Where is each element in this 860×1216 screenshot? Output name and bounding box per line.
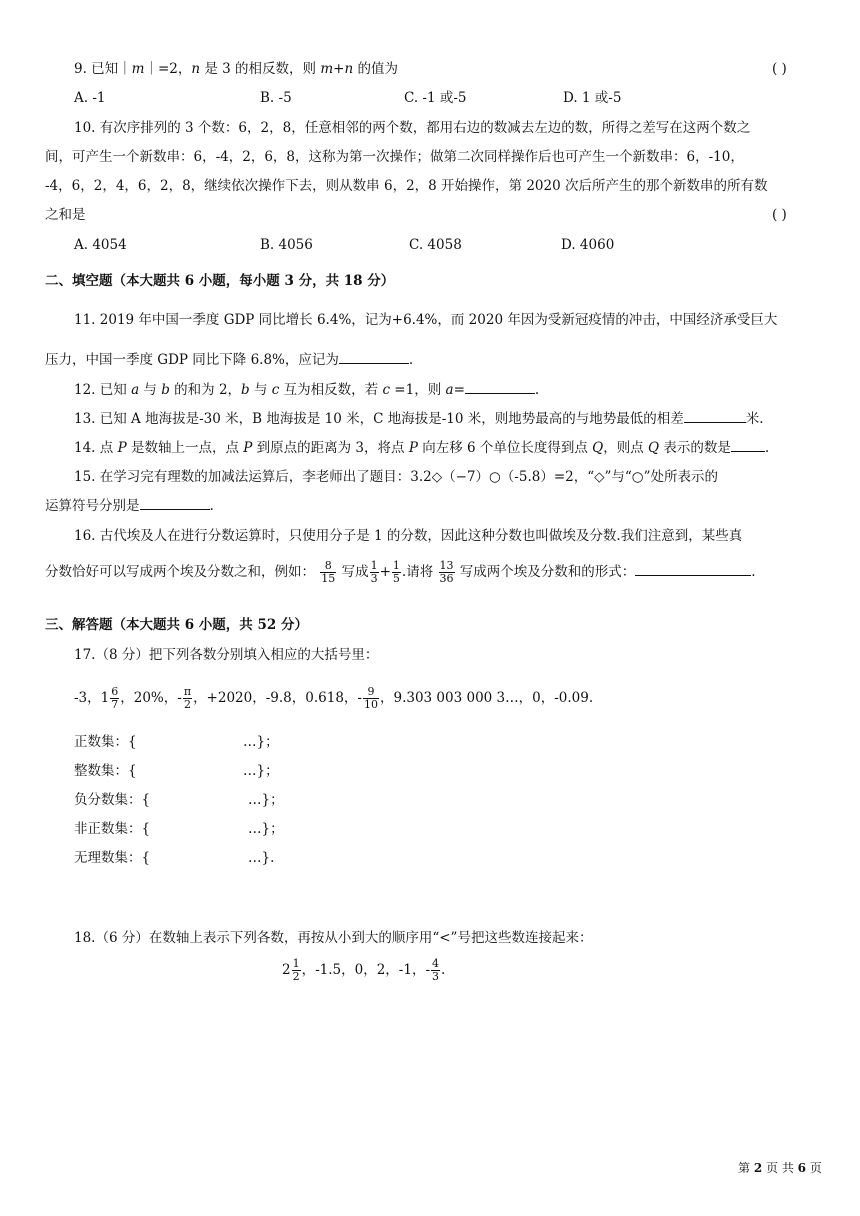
q10-option-d: D. 4060 [561, 237, 615, 253]
q17-set-nonpos-end: …}； [248, 821, 284, 837]
q14-var-p2: P [243, 440, 253, 456]
q16-text-2: 写成 [341, 564, 369, 580]
q12-var-a2: a [445, 382, 454, 398]
q15-answer-blank[interactable] [140, 497, 210, 510]
q10-line-4: 之和是 [45, 207, 86, 223]
page-footer: 第 2 页 共 6 页 [738, 1161, 822, 1175]
q17-set-positive-label: 正数集：{ [74, 734, 137, 750]
q12-var-c: c [271, 382, 280, 398]
q10-option-c: C. 4058 [409, 237, 462, 253]
q17-title: 17.（8 分）把下列各数分别填入相应的大括号里： [74, 647, 379, 663]
q12-text-7: = [453, 382, 465, 398]
q18-end: . [441, 962, 446, 978]
q12-text-5: 互为相反数，若 [279, 382, 383, 398]
q16-text-3: .请将 [401, 564, 434, 580]
q17-set-irrational-end: …}. [248, 850, 275, 866]
q10-line-1: 10. 有次序排列的 3 个数：6，2，8，任意相邻的两个数，都用右边的数减去左边的数，所得之差写在这两个数之 [74, 120, 751, 136]
q17-set-nonpos-label: 非正数集：{ [74, 821, 151, 837]
q9-text-4: 的值为 [353, 61, 398, 77]
q10-line-3: -4，6，2，4，6，2，8，继续依次操作下去，则从数串 6，2，8 开始操作，第 2020 次后所产生的那个新数串的所有数 [45, 178, 768, 194]
q18-fraction-1-2: $\frac{1}{2}$ [292, 957, 300, 983]
q18-title: 18.（6 分）在数轴上表示下列各数，再按从小到大的顺序用“<”号把这些数连接起来： [74, 930, 593, 946]
q9-option-b: B. -5 [260, 90, 292, 106]
q16-fraction-1-5: $\frac{1}{5}$ [392, 559, 400, 585]
q9-option-a: A. -1 [74, 90, 106, 106]
q9-var-n: n [191, 61, 201, 77]
q16-fraction-1-3: $\frac{1}{3}$ [370, 559, 378, 585]
q17-numbers-4: ，9.303 003 000 3…，0，-0.09. [379, 690, 594, 706]
q14-text-2: 是数轴上一点，点 [126, 440, 244, 456]
q16-plus: + [379, 564, 391, 580]
q9-text-3: 是 3 的相反数，则 [200, 61, 321, 77]
q10-line-2: 间，可产生一个新数串：6，-4，2，6，8，这称为第一次操作；做第二次同样操作后也可产生一个新数串：6，-10， [45, 149, 744, 165]
q17-numbers-1: -3，1 [74, 690, 110, 706]
q13-text-1: 13. 已知 A 地海拔是-30 米，B 地海拔是 10 米，C 地海拔是-10 米，则地势最高的与地势最低的相差 [74, 411, 684, 427]
q16-text-1: 分数恰好可以写成两个埃及分数之和，例如： [45, 564, 315, 580]
q15-line-2: 运算符号分别是 . [45, 498, 214, 514]
q12-text-6: =1，则 [390, 382, 446, 398]
q17-set-irrational-label: 无理数集：{ [74, 850, 151, 866]
q11-text: 压力，中国一季度 GDP 同比下降 6.8%，应记为 [45, 352, 339, 368]
q17-set-negfrac-label: 负分数集：{ [74, 792, 151, 808]
q17-fraction-6-7: $\frac{6}{7}$ [111, 685, 119, 711]
q12-var-b: b [161, 382, 170, 398]
q17-set-negfrac-end: …}； [248, 792, 284, 808]
q12-var-a: a [131, 382, 140, 398]
q14-var-p3: P [408, 440, 418, 456]
q12-stem: 12. 已知 a 与 b 的和为 2，b 与 c 互为相反数，若 c =1，则 a= . [74, 382, 540, 398]
q17-numbers [74, 680, 593, 716]
q9-var-mn: m+n [320, 61, 354, 77]
q12-text-2: 与 [139, 382, 162, 398]
q14-var-q2: Q [648, 440, 660, 456]
section-2-heading: 二、填空题（本大题共 6 小题，每小题 3 分，共 18 分） [45, 273, 395, 289]
q9-answer-paren: ( ) [772, 61, 787, 77]
q16-fraction-8-15: $\frac{8}{15}$ [321, 559, 336, 585]
q17-set-positive-end: …}； [243, 734, 279, 750]
q14-stem: 14. 点 P 是数轴上一点，点 P 到原点的距离为 3，将点 P 向左移 6 个单位长度得到点 Q，则点 Q 表示的数是 . [74, 440, 770, 456]
q14-var-q: Q [592, 440, 604, 456]
q13-text-2: 米. [745, 411, 764, 427]
q9-option-c: C. -1 或-5 [404, 90, 467, 106]
q13-stem [74, 410, 764, 428]
q12-answer-blank[interactable] [465, 381, 535, 394]
q14-text-5: ，则点 [603, 440, 649, 456]
q11-answer-blank[interactable] [339, 351, 409, 364]
q17-fraction-9-10: $\frac{9}{10}$ [363, 685, 378, 711]
q12-text-3: 的和为 2， [169, 382, 242, 398]
q15-line-1: 15. 在学习完有理数的加减法运算后，李老师出了题目：3.2◇（−7）○（-5.8）=2，“◇”与“○”处所表示的 [74, 469, 718, 485]
q10-answer-paren: ( ) [772, 207, 787, 223]
q18-numbers [282, 952, 445, 988]
q17-fraction-pi-2: $\frac{\pi}{2}$ [183, 685, 192, 711]
q9-text-1: 9. 已知｜ [74, 61, 132, 77]
page-number: 2 [753, 1161, 763, 1175]
q16-answer-blank[interactable] [635, 563, 751, 576]
q9-text-2: ｜=2， [144, 61, 192, 77]
q16-line-2: 分数恰好可以写成两个埃及分数之和，例如： $\frac{8}{15}$ 写成 $\frac{1}{3}$ + $\frac{1}{5}$ .请将 $\frac{13}{36}$ 写成两个埃及分数和的形式： . [45, 559, 756, 585]
q18-whole: 2 [282, 962, 291, 978]
q9-stem [74, 60, 398, 78]
q14-text-1: 14. 点 [74, 440, 118, 456]
q18-fraction-4-3: $\frac{4}{3}$ [432, 957, 440, 983]
q16-line-1: 16. 古代埃及人在进行分数运算时，只使用分子是 1 的分数，因此这种分数也叫做埃及分数.我们注意到，某些真 [74, 528, 743, 544]
q17-set-integer-label: 整数集：{ [74, 763, 137, 779]
q11-line-2: 压力，中国一季度 GDP 同比下降 6.8%，应记为 . [45, 352, 414, 368]
q9-var-m: m [131, 61, 145, 77]
q10-option-b: B. 4056 [260, 237, 313, 253]
q12-text-4: 与 [249, 382, 272, 398]
q15-text: 运算符号分别是 [45, 498, 140, 514]
q12-var-c2: c [382, 382, 391, 398]
section-3-heading: 三、解答题（本大题共 6 小题，共 52 分） [45, 617, 308, 633]
q17-set-integer-end: …}； [243, 763, 279, 779]
q14-text-3: 到原点的距离为 3，将点 [252, 440, 409, 456]
q10-option-a: A. 4054 [74, 237, 127, 253]
q14-var-p: P [117, 440, 127, 456]
q13-answer-blank[interactable] [684, 410, 746, 423]
q11-line-1: 11. 2019 年中国一季度 GDP 同比增长 6.4%，记为+6.4%，而 2020 年因为受新冠疫情的冲击，中国经济承受巨大 [74, 312, 778, 328]
q14-answer-blank[interactable] [731, 439, 765, 452]
q16-fraction-13-36: $\frac{13}{36}$ [439, 559, 454, 585]
q14-text-4: 向左移 6 个单位长度得到点 [417, 440, 593, 456]
q17-numbers-2: ，20%，- [120, 690, 182, 706]
q9-option-d: D. 1 或-5 [563, 90, 622, 106]
q16-text-4: 写成两个埃及分数和的形式： [459, 564, 636, 580]
q17-numbers-3: ，+2020，-9.8，0.618，- [193, 690, 362, 706]
q12-text-1: 12. 已知 [74, 382, 132, 398]
page-total: 6 [797, 1161, 806, 1175]
q18-numbers-mid: ，-1.5，0，2，-1，- [301, 962, 431, 978]
q12-var-b2: b [241, 382, 250, 398]
q14-text-6: 表示的数是 [659, 440, 731, 456]
